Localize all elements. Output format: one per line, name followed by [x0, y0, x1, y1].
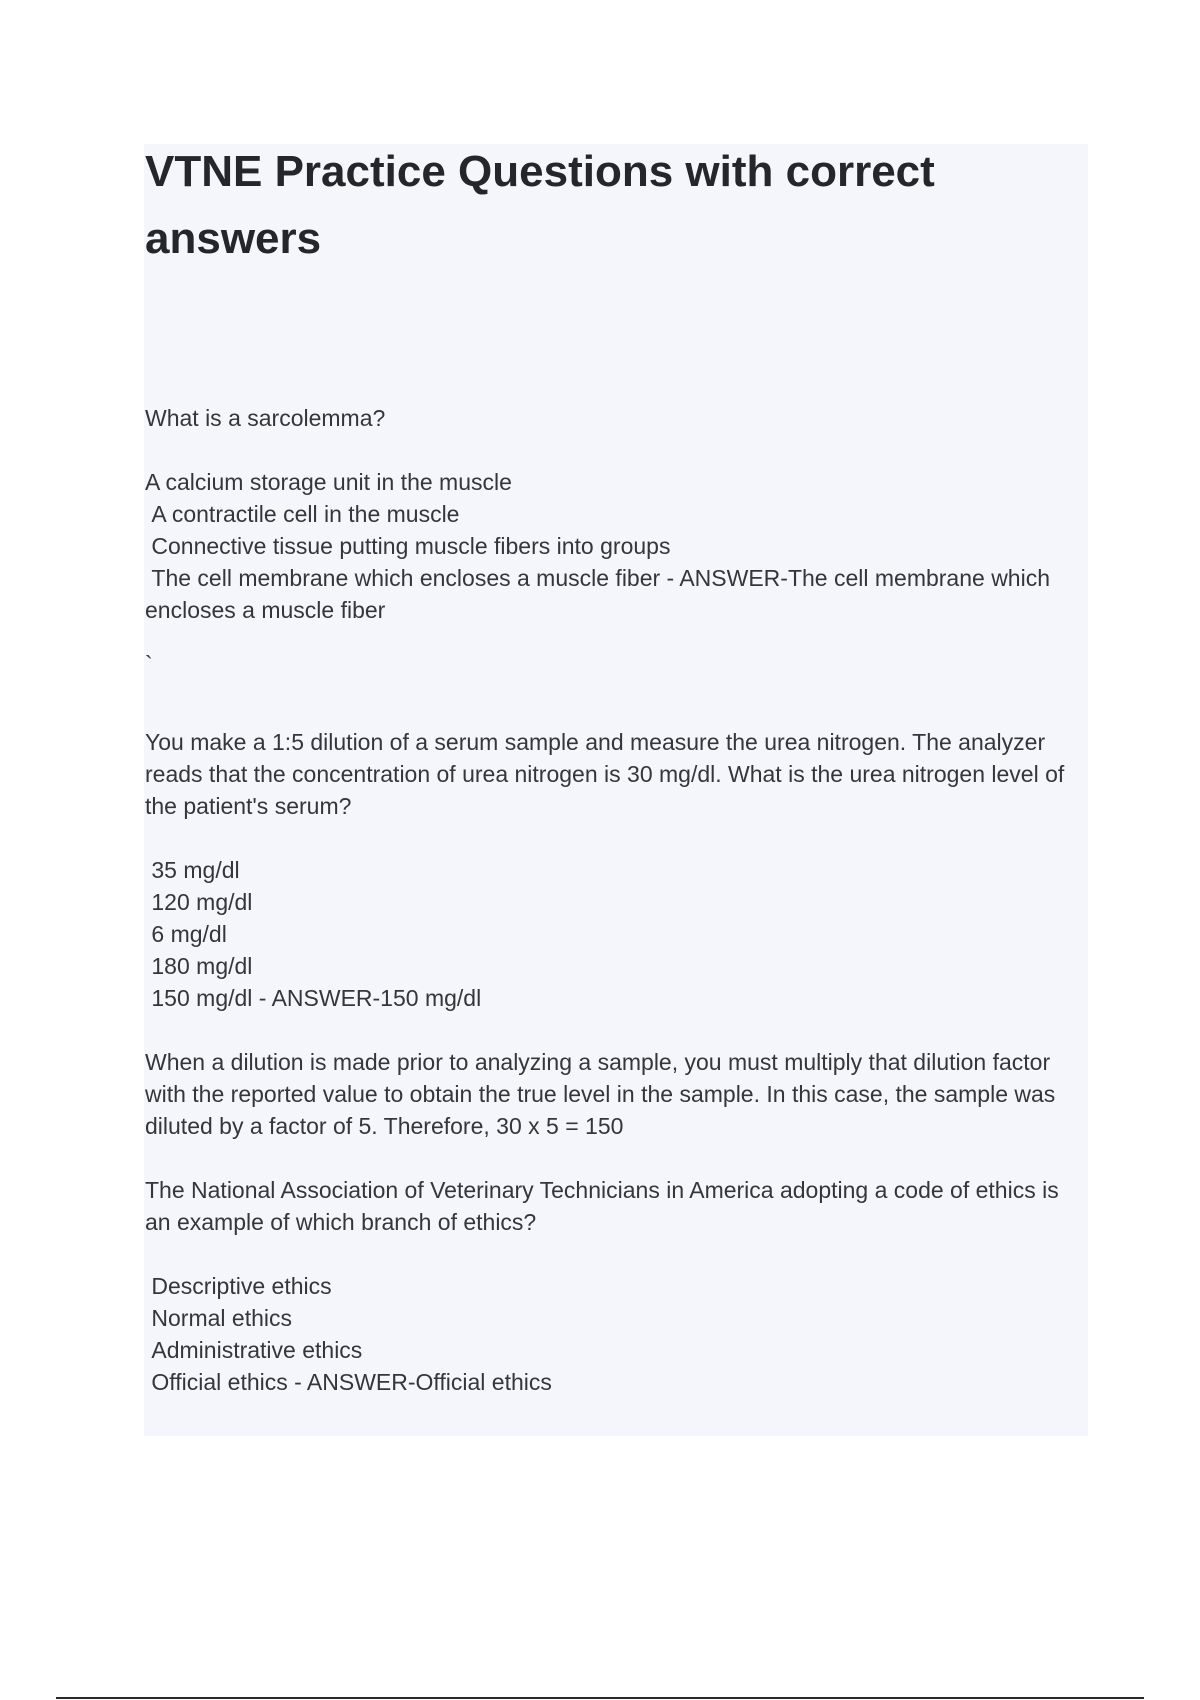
question-2-text: You make a 1:5 dilution of a serum sample and measure the urea nitrogen. The analyzer reads that the concentration of urea nitrogen is 30 mg/dl. What is the urea nitrogen level of the patient's serum? [145, 729, 1065, 819]
question-1-option-answer: The cell membrane which encloses a muscle fiber - ANSWER-The cell membrane which encloses a muscle fiber [145, 565, 1057, 623]
question-3-options [145, 1270, 1090, 1398]
question-1-options [145, 466, 1090, 626]
question-1-text: What is a sarcolemma? [145, 405, 386, 431]
question-2-option: 120 mg/dl [145, 889, 253, 915]
document-title: VTNE Practice Questions with correct answers [145, 147, 935, 263]
question-2-option-answer: 150 mg/dl - ANSWER-150 mg/dl [145, 985, 482, 1011]
question-3-option-answer: Official ethics - ANSWER-Official ethics [145, 1369, 552, 1395]
question-2-option: 35 mg/dl [145, 857, 240, 883]
question-1-option: A calcium storage unit in the muscle [145, 469, 512, 495]
question-3-text: The National Association of Veterinary Technicians in America adopting a code of ethics is an example of which branch of ethics? [145, 1177, 1059, 1235]
question-2-option: 180 mg/dl [145, 953, 253, 979]
question-3-option: Descriptive ethics [145, 1273, 332, 1299]
question-2-option: 6 mg/dl [145, 921, 227, 947]
separator-mark: ` [145, 651, 153, 677]
question-1-option: A contractile cell in the muscle [145, 501, 460, 527]
question-2-explanation: When a dilution is made prior to analyzing a sample, you must multiply that dilution factor with the reported value to obtain the true level in the sample. In this case, the sample was diluted by a factor of 5. Therefore, 30 x 5 = 150 [145, 1049, 1056, 1139]
question-1-option: Connective tissue putting muscle fibers into groups [145, 533, 671, 559]
footer-rule [56, 1697, 1144, 1699]
question-3-option: Normal ethics [145, 1305, 292, 1331]
question-3-option: Administrative ethics [145, 1337, 363, 1363]
question-2-options [145, 854, 1090, 1014]
